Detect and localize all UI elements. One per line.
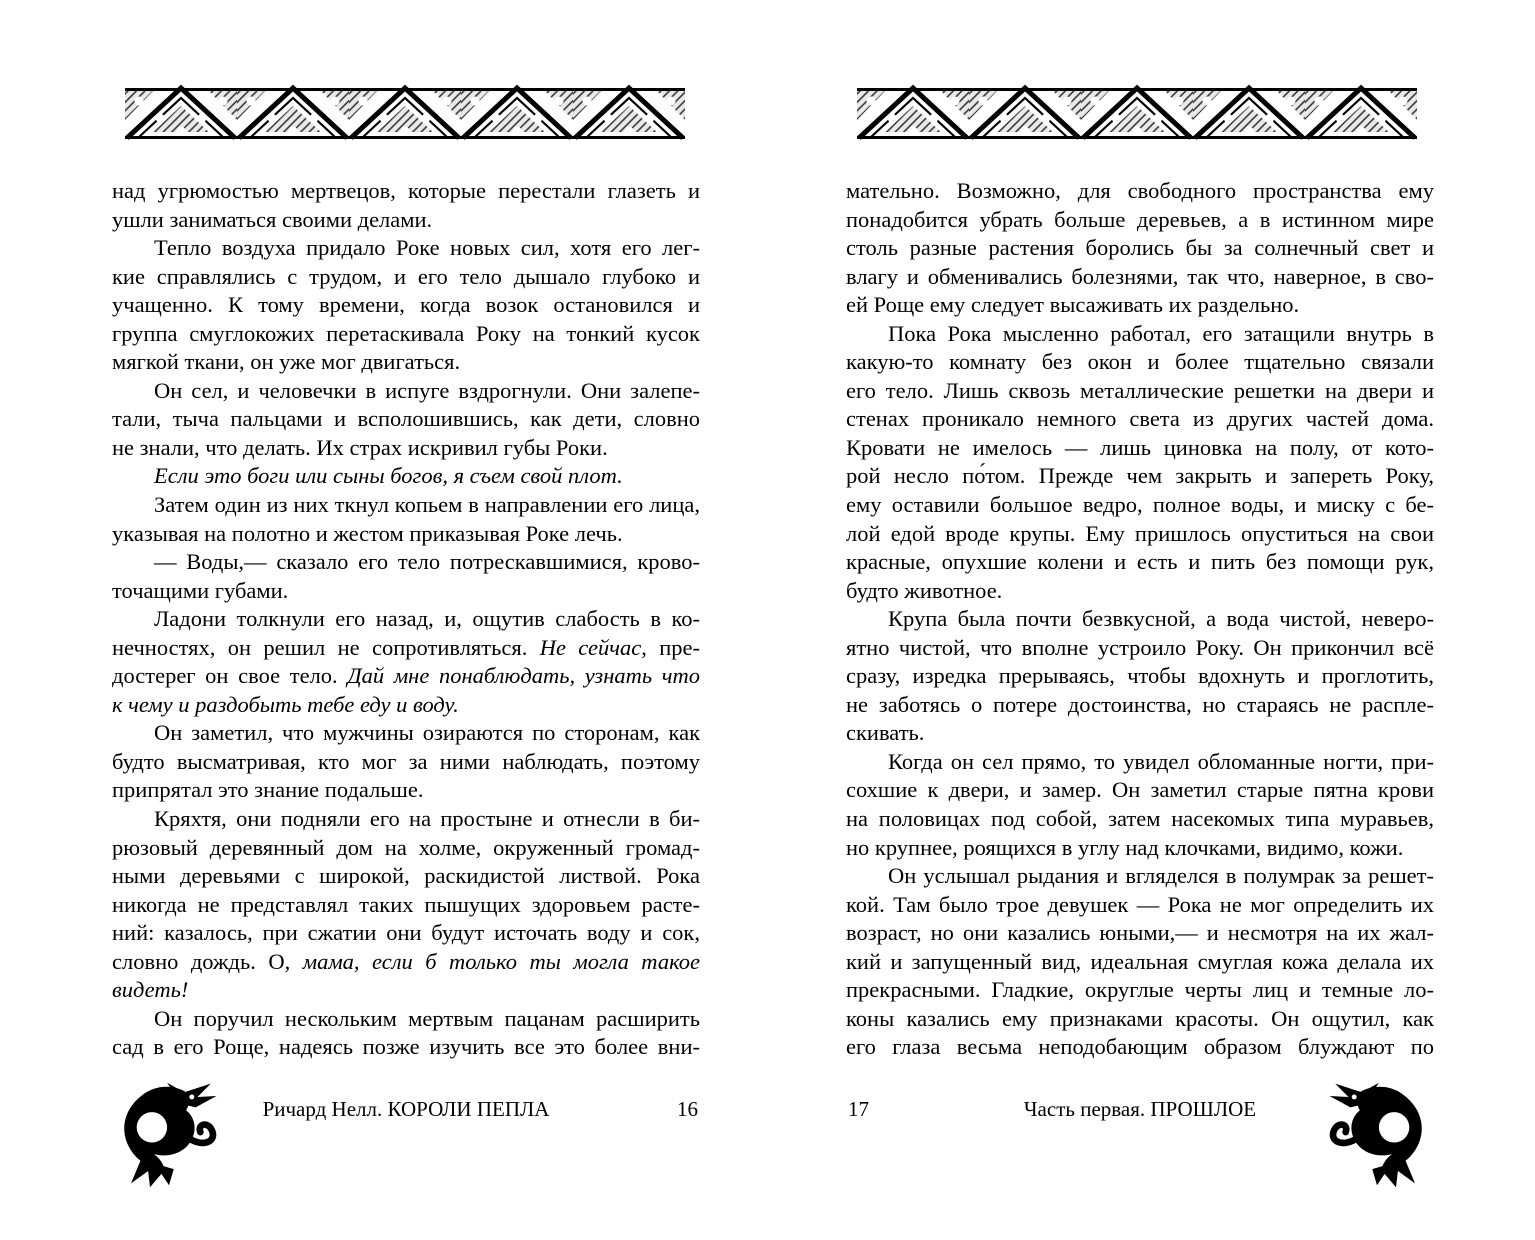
text-line	[846, 206, 1434, 235]
text-run: будто высматривая, кто мог за ними наблюдать, поэтому	[112, 748, 700, 774]
text-line	[846, 919, 1434, 948]
text-run: сразу, изредка прерываясь, чтобы вдохнуть и проглотить,	[846, 663, 1434, 689]
text-run: будто животное.	[846, 577, 1003, 603]
text-run: Кряхтя, они подняли его на простыне и отнесли в би-	[154, 806, 700, 832]
text-run: лой едой вроде крупы. Ему пришлось опуститься на свои	[846, 520, 1434, 546]
text-line	[846, 348, 1434, 377]
dragon-ornament-icon	[112, 1080, 226, 1188]
text-run: стенах проникало немного света из других частей дома.	[846, 406, 1434, 432]
text-line	[112, 520, 700, 549]
text-line	[846, 719, 1434, 748]
text-line	[846, 862, 1434, 891]
ornamental-header-border	[857, 84, 1417, 142]
text-line	[112, 805, 700, 834]
text-run: достерег он свое тело.	[112, 663, 348, 689]
text-line	[112, 434, 700, 463]
text-run: но крупнее, роящихся в углу над клочками, видимо, кожи.	[846, 834, 1404, 860]
text-line	[846, 520, 1434, 549]
text-line	[112, 491, 700, 520]
text-line	[846, 320, 1434, 349]
text-run: его тело. Лишь сквозь металлические решетки на двери и	[846, 377, 1434, 403]
text-run: мягкой ткани, он уже мог двигаться.	[112, 349, 461, 375]
text-line	[112, 263, 700, 292]
text-line	[112, 919, 700, 948]
text-line	[846, 263, 1434, 292]
text-line	[846, 291, 1434, 320]
text-run: Пока Рока мысленно работал, его затащили внутрь в	[888, 320, 1434, 346]
text-run: ему оставили большое ведро, полное воды, и миску с бе-	[846, 492, 1434, 518]
text-line	[846, 634, 1434, 663]
text-run: на половицах под собой, затем насекомых типа муравьев,	[846, 806, 1434, 832]
page-number: 17	[848, 1097, 869, 1121]
text-line	[846, 434, 1434, 463]
text-line	[112, 834, 700, 863]
text-line	[846, 377, 1434, 406]
text-run: нечностях, он решил не сопротивляться.	[112, 634, 540, 660]
text-run: столь разные растения боролись бы за солнечный свет и	[846, 235, 1434, 261]
text-run: Он заметил, что мужчины озираются по сторонам, как	[154, 720, 700, 746]
text-line	[112, 748, 700, 777]
text-run: не заботясь о потере достоинства, но стараясь не распле-	[846, 691, 1434, 717]
text-run: Кровати не имелось — лишь циновка на полу, от кото-	[846, 434, 1434, 460]
text-line	[112, 206, 700, 235]
text-line	[846, 691, 1434, 720]
text-line	[112, 776, 700, 805]
text-line	[112, 548, 700, 577]
text-run: , пре-	[641, 634, 700, 660]
right-page-text-block	[846, 177, 1434, 1062]
text-run: рюзовый деревянный дом на холме, окруженный громад-	[112, 834, 700, 860]
text-line	[112, 605, 700, 634]
text-line	[846, 891, 1434, 920]
text-run: Когда он сел прямо, то увидел обломанные ногти, при-	[888, 748, 1434, 774]
left-page-text-block	[112, 177, 700, 1062]
text-run: указывая на полотно и жестом приказывая Роке лечь.	[112, 520, 623, 546]
text-run: понадобится убрать больше деревьев, а в истинном мире	[846, 206, 1434, 232]
text-run: сохшие к двери, и замер. Он заметил старые пятна крови	[846, 777, 1434, 803]
text-line	[112, 691, 700, 720]
text-line	[846, 605, 1434, 634]
text-line	[112, 1033, 700, 1062]
text-run: кой. Там было трое девушек — Рока не мог определить их	[846, 891, 1434, 917]
page-number: 16	[677, 1097, 698, 1121]
text-run: никогда не представлял таких пышущих здоровьем расте-	[112, 891, 700, 917]
text-run: кие справлялись с трудом, и его тело дышало глубоко и	[112, 263, 700, 289]
text-run: прекрасными. Гладкие, округлые черты лиц и темные ло-	[846, 977, 1434, 1003]
italic-text-run: Не сейчас	[539, 634, 642, 660]
dragon-ornament-icon	[1320, 1080, 1434, 1188]
text-run: ний: казалось, при сжатии они будут источать воду и сок,	[112, 920, 700, 946]
text-line	[846, 491, 1434, 520]
text-line	[112, 462, 700, 491]
text-line	[112, 177, 700, 206]
text-line	[112, 862, 700, 891]
text-run: Тепло воздуха придало Роке новых сил, хотя его лег-	[154, 235, 700, 261]
text-line	[112, 405, 700, 434]
ornamental-header-border	[125, 84, 685, 142]
text-line	[112, 948, 700, 977]
text-line	[112, 577, 700, 606]
text-line	[846, 1033, 1434, 1062]
text-run: не знали, что делать. Их страх искривил губы Роки.	[112, 434, 608, 460]
text-run: учащенно. К тому времени, когда возок остановился и	[112, 292, 700, 318]
text-line	[112, 634, 700, 663]
text-line	[846, 234, 1434, 263]
text-run: влагу и обменивались болезнями, так что, наверное, в сво-	[846, 263, 1434, 289]
text-run: Крупа была почти безвкусной, а вода чистой, неверо-	[888, 606, 1434, 632]
text-line	[112, 320, 700, 349]
text-line	[846, 776, 1434, 805]
text-run: точащими губами.	[112, 577, 289, 603]
text-line	[112, 1005, 700, 1034]
text-line	[112, 234, 700, 263]
text-run: рой несло по́том. Прежде чем закрыть и запереть Року,	[846, 463, 1434, 489]
text-run: его глаза весьма неподобающим образом блуждают по	[846, 1034, 1434, 1060]
text-line	[846, 662, 1434, 691]
text-line	[846, 548, 1434, 577]
text-run: Он услышал рыдания и вгляделся в полумрак за решет-	[888, 863, 1434, 889]
text-line	[112, 348, 700, 377]
text-run: ятно чистой, что вполне устроило Року. Он прикончил всё	[846, 634, 1434, 660]
text-run: ушли заниматься своими делами.	[112, 206, 433, 232]
text-run: Он сел, и человечки в испуге вздрогнули. Они залепе-	[154, 377, 700, 403]
running-title: Часть первая. ПРОШЛОЕ	[1023, 1097, 1257, 1121]
text-run: красные, опухшие колени и есть и пить без помощи рук,	[846, 549, 1434, 575]
text-run: словно дождь. О,	[112, 948, 303, 974]
text-run: тали, тыча пальцами и всполошившись, как дети, словно	[112, 406, 700, 432]
text-run: ными деревьями с широкой, раскидистой листвой. Рока	[112, 863, 700, 889]
text-run: Ладони толкнули его назад, и, ощутив слабость в ко-	[154, 606, 700, 632]
running-title: Ричард Нелл. КОРОЛИ ПЕПЛА	[262, 1097, 550, 1121]
text-run: какую-то комнату без окон и более тщательно связали	[846, 349, 1434, 375]
text-line	[846, 805, 1434, 834]
text-run: — Воды,— сказало его тело потрескавшимися, крово-	[154, 549, 700, 575]
italic-text-run: Дай мне понаблюдать, узнать что	[347, 663, 700, 689]
text-run: группа смуглокожих перетаскивала Року на тонкий кусок	[112, 320, 700, 346]
italic-text-run: видеть!	[112, 977, 189, 1003]
italic-text-run: мама, если б только ты могла такое	[302, 948, 700, 974]
text-line	[112, 891, 700, 920]
italic-text-run: к чему и раздобыть тебе еду и воду.	[112, 691, 459, 717]
text-line	[846, 976, 1434, 1005]
text-run: Затем один из них ткнул копьем в направлении его лица,	[154, 492, 700, 518]
text-line	[846, 748, 1434, 777]
text-run: сад в его Роще, надеясь позже изучить все это более вни-	[112, 1034, 700, 1060]
text-line	[846, 177, 1434, 206]
text-line	[112, 976, 700, 1005]
text-line	[112, 377, 700, 406]
italic-text-run: Если это боги или сыны богов, я съем свой плот.	[154, 463, 623, 489]
text-run: Он поручил нескольким мертвым пацанам расширить	[154, 1005, 700, 1031]
text-run: скивать.	[846, 720, 925, 746]
text-run: коны казались ему признаками красоты. Он ощутил, как	[846, 1005, 1434, 1031]
text-run: ей Роще ему следует высаживать их раздельно.	[846, 292, 1300, 318]
text-run: возраст, но они казались юными,— и несмотря на их жал-	[846, 920, 1434, 946]
text-line	[846, 577, 1434, 606]
text-line	[846, 948, 1434, 977]
text-line	[846, 1005, 1434, 1034]
text-run: кий и запущенный вид, идеальная смуглая кожа делала их	[846, 948, 1434, 974]
text-line	[112, 719, 700, 748]
text-line	[112, 662, 700, 691]
text-line	[846, 834, 1434, 863]
text-run: над угрюмостью мертвецов, которые перестали глазеть и	[112, 178, 700, 203]
text-run: припрятал это знание подальше.	[112, 777, 424, 803]
text-line	[846, 462, 1434, 491]
text-run: мательно. Возможно, для свободного пространства ему	[846, 178, 1434, 203]
text-line	[846, 405, 1434, 434]
text-line	[112, 291, 700, 320]
